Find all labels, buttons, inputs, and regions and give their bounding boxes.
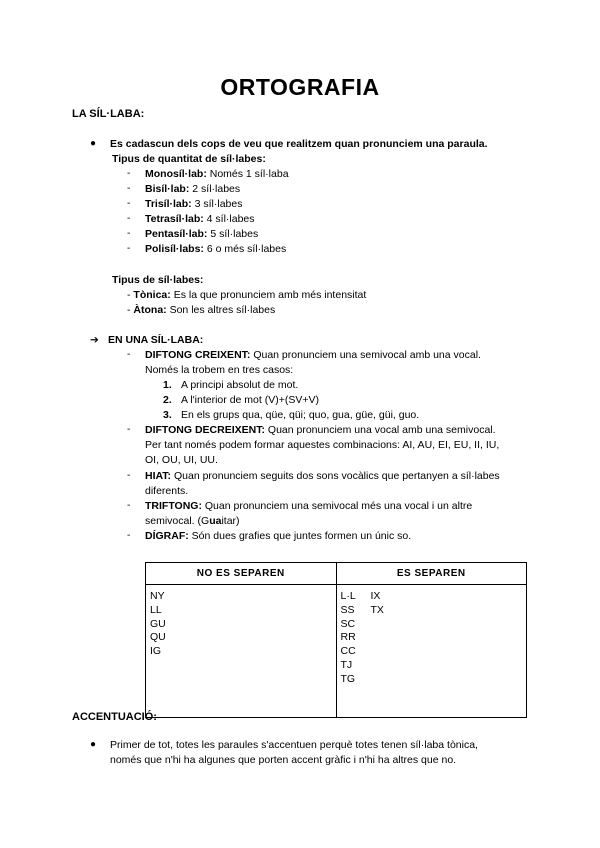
table-item: TX xyxy=(370,603,384,616)
table-row xyxy=(341,604,527,618)
quantity-item xyxy=(145,183,240,195)
text-part-bold: ua xyxy=(209,515,222,527)
quantity-desc: 3 síl·labes xyxy=(194,198,243,210)
section-heading-en-una-sillaba: EN UNA SÍL·LABA: xyxy=(108,334,204,346)
page-title: ORTOGRAFIA xyxy=(220,74,380,100)
table-item: IG xyxy=(150,645,162,658)
table-item: IX xyxy=(370,590,381,602)
section-heading-accentuacio: ACCENTUACIÓ: xyxy=(72,711,157,723)
separation-table xyxy=(145,562,527,718)
term-desc: Quan pronunciem una semivocal amb una vocal. xyxy=(253,349,481,361)
table-header-no-separen: NO ES SEPAREN xyxy=(146,563,337,585)
bullet-dot: ● xyxy=(90,739,97,750)
quantity-item xyxy=(145,228,258,240)
case-number: 2. xyxy=(163,394,172,406)
quantity-term: Pentasíl·lab: xyxy=(145,228,208,240)
dash-marker: - xyxy=(127,168,131,179)
case-number: 1. xyxy=(163,379,172,391)
quantity-desc: 6 o més síl·labes xyxy=(206,243,287,255)
dash-marker: - xyxy=(127,424,131,435)
dash-marker: - xyxy=(127,213,131,224)
quantity-term: Monosíl·lab: xyxy=(145,168,207,180)
table-cell-no-separen xyxy=(146,585,337,718)
term-label: DÍGRAF: xyxy=(145,530,189,542)
table-item: QU xyxy=(150,631,166,644)
hiat-line1 xyxy=(145,470,500,482)
term-label: TRIFTONG: xyxy=(145,500,202,512)
dash-marker: - xyxy=(127,349,131,360)
quantity-item xyxy=(145,243,286,255)
table-item: TJ xyxy=(340,658,353,671)
dash-marker: - xyxy=(127,228,131,239)
case-text: A principi absolut de mot. xyxy=(181,379,299,391)
sillaba-definition: Es cadascun dels cops de veu que realitzem quan pronunciem una paraula. xyxy=(110,138,488,150)
term-desc: Quan pronunciem seguits dos sons vocàlics que pertanyen a síl·labes xyxy=(173,470,500,482)
case-number: 3. xyxy=(163,409,172,421)
dash-marker: - xyxy=(127,470,131,481)
term-desc: Quan pronunciem una vocal amb una semivocal. xyxy=(267,424,496,436)
type-desc: Es la que pronunciem amb més intensitat xyxy=(173,289,367,301)
term-desc: Són dues grafies que juntes formen un únic so. xyxy=(191,530,412,542)
type-item-atona: - Àtona: Son les altres síl·labes xyxy=(127,304,276,316)
quantity-desc: 4 síl·labes xyxy=(206,213,255,225)
table-item: L·L xyxy=(340,590,356,602)
table-item: TG xyxy=(340,672,356,685)
diftong-creixent-line1 xyxy=(145,349,481,361)
accentuacio-line1: Primer de tot, totes les paraules s'accentuen perquè totes tenen síl·laba tònica, xyxy=(110,739,478,751)
term-desc: Quan pronunciem una semivocal més una vocal i un altre xyxy=(204,500,473,512)
dash-marker: - xyxy=(127,243,131,254)
table-row xyxy=(341,590,527,604)
types-heading: Tipus de síl·labes: xyxy=(112,274,204,286)
table-header-separen: ES SEPAREN xyxy=(336,563,527,585)
quantity-term: Polisíl·labs: xyxy=(145,243,204,255)
accentuacio-line2: només que n'hi ha algunes que porten accent gràfic i n'hi ha altres que no. xyxy=(110,754,457,766)
table-item: RR xyxy=(340,631,356,644)
text-part: itar) xyxy=(221,515,240,527)
term-label: HIAT: xyxy=(145,470,172,482)
table-item: LL xyxy=(150,603,162,616)
triftong-line1 xyxy=(145,500,472,512)
quantity-heading: Tipus de quantitat de síl·labes: xyxy=(112,153,266,165)
quantity-item xyxy=(145,198,242,210)
quantity-desc: Només 1 síl·laba xyxy=(209,168,289,180)
term-label: DIFTONG CREIXENT: xyxy=(145,349,251,361)
type-item-tonica: - Tònica: Es la que pronunciem amb més intensitat xyxy=(127,289,367,301)
digraf-line1 xyxy=(145,530,411,542)
type-term: Àtona: xyxy=(133,304,167,316)
quantity-desc: 2 síl·labes xyxy=(192,183,241,195)
quantity-term: Tetrasíl·lab: xyxy=(145,213,204,225)
diftong-creixent-line2: Només la trobem en tres casos: xyxy=(145,364,294,376)
quantity-item xyxy=(145,213,255,225)
quantity-term: Bisíl·lab: xyxy=(145,183,190,195)
diftong-decreixent-line1 xyxy=(145,424,496,436)
quantity-desc: 5 síl·labes xyxy=(210,228,259,240)
type-desc: Son les altres síl·labes xyxy=(169,304,276,316)
table-item: SS xyxy=(340,603,355,616)
table-item: CC xyxy=(340,645,356,658)
quantity-item xyxy=(145,168,289,180)
dash-marker: - xyxy=(127,183,131,194)
arrow-icon: ➔ xyxy=(90,334,99,346)
dash-marker: - xyxy=(127,530,131,541)
type-term: Tònica: xyxy=(133,289,171,301)
case-text: En els grups qua, qüe, qüi; quo, gua, güe, güi, guo. xyxy=(181,409,420,421)
hiat-line2: diferents. xyxy=(145,485,189,497)
case-text: A l'interior de mot (V)+(SV+V) xyxy=(181,394,319,406)
table-item: SC xyxy=(340,617,356,630)
dash-marker: - xyxy=(127,500,131,511)
term-label: DIFTONG DECREIXENT: xyxy=(145,424,265,436)
diftong-decreixent-line3: OI, OU, UI, UU. xyxy=(145,454,218,466)
text-part: semivocal. (G xyxy=(145,515,210,527)
table-item: NY xyxy=(150,590,165,602)
bullet-dot: ● xyxy=(90,138,97,149)
diftong-decreixent-line2: Per tant només podem formar aquestes combinacions: AI, AU, EI, EU, II, IU, xyxy=(145,439,500,451)
dash-marker: - xyxy=(127,198,131,209)
table-item: GU xyxy=(150,617,166,630)
quantity-term: Trisíl·lab: xyxy=(145,198,192,210)
triftong-line2 xyxy=(145,515,240,527)
table-cell-separen xyxy=(336,585,527,718)
section-heading-sillaba: LA SÍL·LABA: xyxy=(72,108,145,120)
